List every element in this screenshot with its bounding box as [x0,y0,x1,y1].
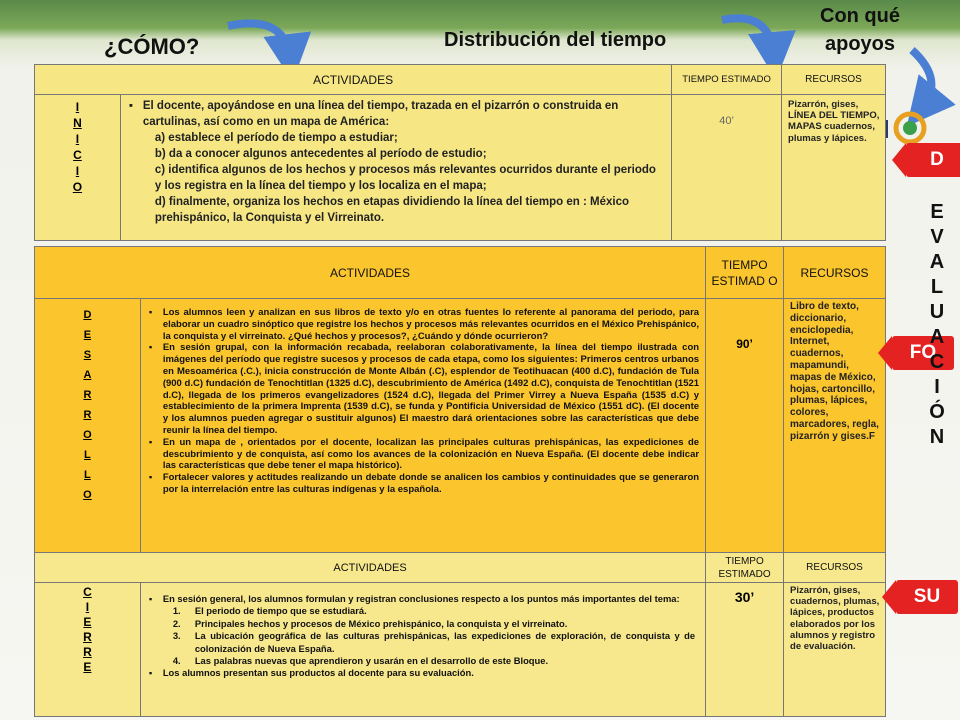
arrow-como-icon [228,23,290,58]
inicio-bullet: ▪ El docente, apoyándose en una línea del tiempo, trazada en el pizarrón o construida en cartulinas, así como en un mapa de América: [129,98,665,130]
evaluacion-letter: A [929,326,945,348]
cierre-item-text: La ubicación geográfica de las culturas prehispánicas, las expediciones de exploración, de conquista y de colonización de Nueva España. [194,630,696,654]
desarrollo-phase-label [35,299,141,553]
evaluacion-letter: E [930,201,944,223]
desarrollo-description [140,299,705,553]
inicio-recursos: Pizarrón, gises, LÍNEA DEL TIEMPO, MAPAS cuadernos, plumas y lápices. [782,95,886,241]
phase-letter: R [83,409,92,421]
actividades-header: ACTIVIDADES [35,247,706,299]
phase-letter: I [75,100,80,114]
evaluacion-letter: C [929,351,945,373]
evaluacion-letter: V [930,226,944,248]
phase-letter: E [83,329,92,341]
inicio-item: b) da a conocer algunos antecedentes al período de estudio; [154,148,487,160]
cierre-item-number: 3. [172,630,181,642]
tiempo-header: TIEMPO ESTIMADO [706,553,784,583]
desarrollo-bullet: ▪ Fortalecer valores y actitudes realizando un debate donde se analicen los cambios y continuidades que se generaron por la interrelación entre las culturas indígenas y la española. [149,472,699,496]
inicio-tiempo: 40’ [672,95,782,241]
recursos-header: RECURSOS [784,553,886,583]
distribucion-heading: Distribución del tiempo [444,29,667,51]
diagnostica-button[interactable]: D [906,143,960,177]
cierre-phase-label [35,583,141,717]
cierre-item [149,655,699,667]
arrow-apoyos-icon [912,50,931,108]
cierre-item-number: 4. [172,655,181,667]
desarrollo-tiempo: 90’ [706,299,784,553]
phase-letter: O [72,180,83,194]
phase-letter: R [83,645,92,659]
cierre-item-text: Principales hechos y procesos de México prehispánico, la conquista y el virreinato. [194,617,568,629]
cierre-item [149,630,699,655]
cierre-item-text: El periodo de tiempo que se estudiará. [194,605,367,617]
inicio-table [34,64,886,241]
cierre-item [149,618,699,630]
desarrollo-table [34,246,886,553]
evaluacion-letter: N [929,426,945,448]
evaluacion-letter: U [929,301,945,323]
recursos-header: RECURSOS [782,65,886,95]
phase-letter: R [83,630,92,644]
phase-letter: I [75,164,80,178]
phase-letter: A [83,369,92,381]
evaluacion-letter: Ó [929,401,945,423]
con-que-line2: apoyos [824,33,896,55]
desarrollo-bullet: ▪ En un mapa de , orientados por el docente, localizan las principales culturas prehispánicas, las expediciones de descubrimiento y de conquista, así como los avances de la colonización en Nueva España. (El docente debe indicar las características que debe tener el mapa histórico). [149,437,699,472]
inicio-item: d) finalmente, organiza los hechos en etapas dividiendo la línea del tiempo en : México prehispánico, la Conquista y el Virreinato. [154,196,630,224]
cierre-tiempo: 30’ [706,583,784,717]
phase-letter: L [84,469,91,481]
tiempo-header: TIEMPO ESTIMADO [672,65,782,95]
inicio-description [120,95,671,241]
phase-letter: O [83,489,92,501]
cierre-table [34,552,886,717]
recursos-header: RECURSOS [784,247,886,299]
phase-letter: R [83,389,92,401]
como-heading: ¿CÓMO? [104,34,200,59]
actividades-header: ACTIVIDADES [35,553,706,583]
inicio-item: a) establece el período de tiempo a estudiar; [154,132,398,144]
phase-letter: O [83,429,92,441]
phase-letter: E [83,615,92,629]
evaluacion-letter: I [934,376,940,398]
tiempo-header: TIEMPO ESTIMAD O [706,247,784,299]
cierre-item-number: 2. [172,617,181,629]
inicio-phase-label [35,95,121,241]
phase-letter: I [85,600,90,614]
cierre-item-number: 1. [172,605,181,617]
phase-letter: C [83,585,92,599]
phase-letter: C [73,148,82,162]
cierre-recursos: Pizarrón, gises, cuadernos, plumas, lápices, productos elaborados por los alumnos y registro de evaluación. [784,583,886,717]
cierre-bullet: ▪ En sesión general, los alumnos formulan y registran conclusiones respecto a los puntos más importantes del tema: [149,593,699,605]
desarrollo-bullet: ▪ En sesión grupal, con la información recabada, reelaboran colaborativamente, la línea del tiempo ilustrada con imágenes del período que registre sucesos y procesos de cada etapa, como los siguientes: Primeros centros urbanos en Mesoamérica (.C.), inicia construcción de Monte Albán (.C), esplendor de Teotihuacan (400 d.C), fundación de Tula (900 d.C) fundación de Tenochtitlan (1325 d.C), descubrimiento de América (1492 d.C), conquista de Tenochtitlan (1521 d.C), llegada de los primeros evangelizadores (1524 d.C), llegada del Primer Virrey a Nueva España (1535 d.C) y establecimiento de la primera Imprenta (1539 d.C), se funda y Pontificia Universidad de México (1551 dC). (El docente y los alumnos pueden agregar o sustituir algunos) El maestro dará orientaciones sobre las características que debe reunir la línea del tiempo. [149,342,699,436]
phase-letter: L [84,449,91,461]
evaluacion-letter: L [930,276,944,298]
evaluacion-letter: A [929,251,945,273]
cierre-item [149,605,699,617]
desarrollo-bullet: ▪ Los alumnos leen y analizan en sus libros de texto y/o en otras fuentes lo referente al panorama del periodo, para elaborar un cuadro sinóptico que registre los hechos y procesos más relevantes ocurridos en el México Prehispánico, la conquista y el virreinato. ¿Qué hechos y procesos?, ¿Cuándo y dónde ocurrieron? [149,307,699,342]
cierre-description [140,583,705,717]
formativa-button[interactable]: FO [892,336,954,370]
desarrollo-recursos: Libro de texto, diccionario, enciclopedia, Internet, cuadernos, mapamundi, mapas de México, hojas, cartoncillo, plumas, lápices, colores, marcadores, regla, pizarrón y gises.F [784,299,886,553]
phase-letter: D [83,309,92,321]
phase-letter: S [83,349,92,361]
evaluacion-vertical-label [922,200,952,450]
phase-letter: I [75,132,80,146]
arrow-distribucion-icon [722,18,774,56]
cierre-item-text: Las palabras nuevas que aprendieron y usarán en el desarrollo de este Bloque. [194,655,549,667]
con-que-line1: Con qué [820,5,900,27]
cierre-bullet: ▪ Los alumnos presentan sus productos al docente para su evaluación. [149,667,699,679]
phase-letter: N [73,116,82,130]
phase-letter: E [83,660,92,674]
inicio-item: c) identifica algunos de los hechos y procesos más relevantes ocurridos durante el periodo y los registra en la línea del tiempo y los localiza en el mapa; [154,164,656,192]
sumativa-button[interactable]: SU [896,580,958,614]
actividades-header: ACTIVIDADES [35,65,672,95]
